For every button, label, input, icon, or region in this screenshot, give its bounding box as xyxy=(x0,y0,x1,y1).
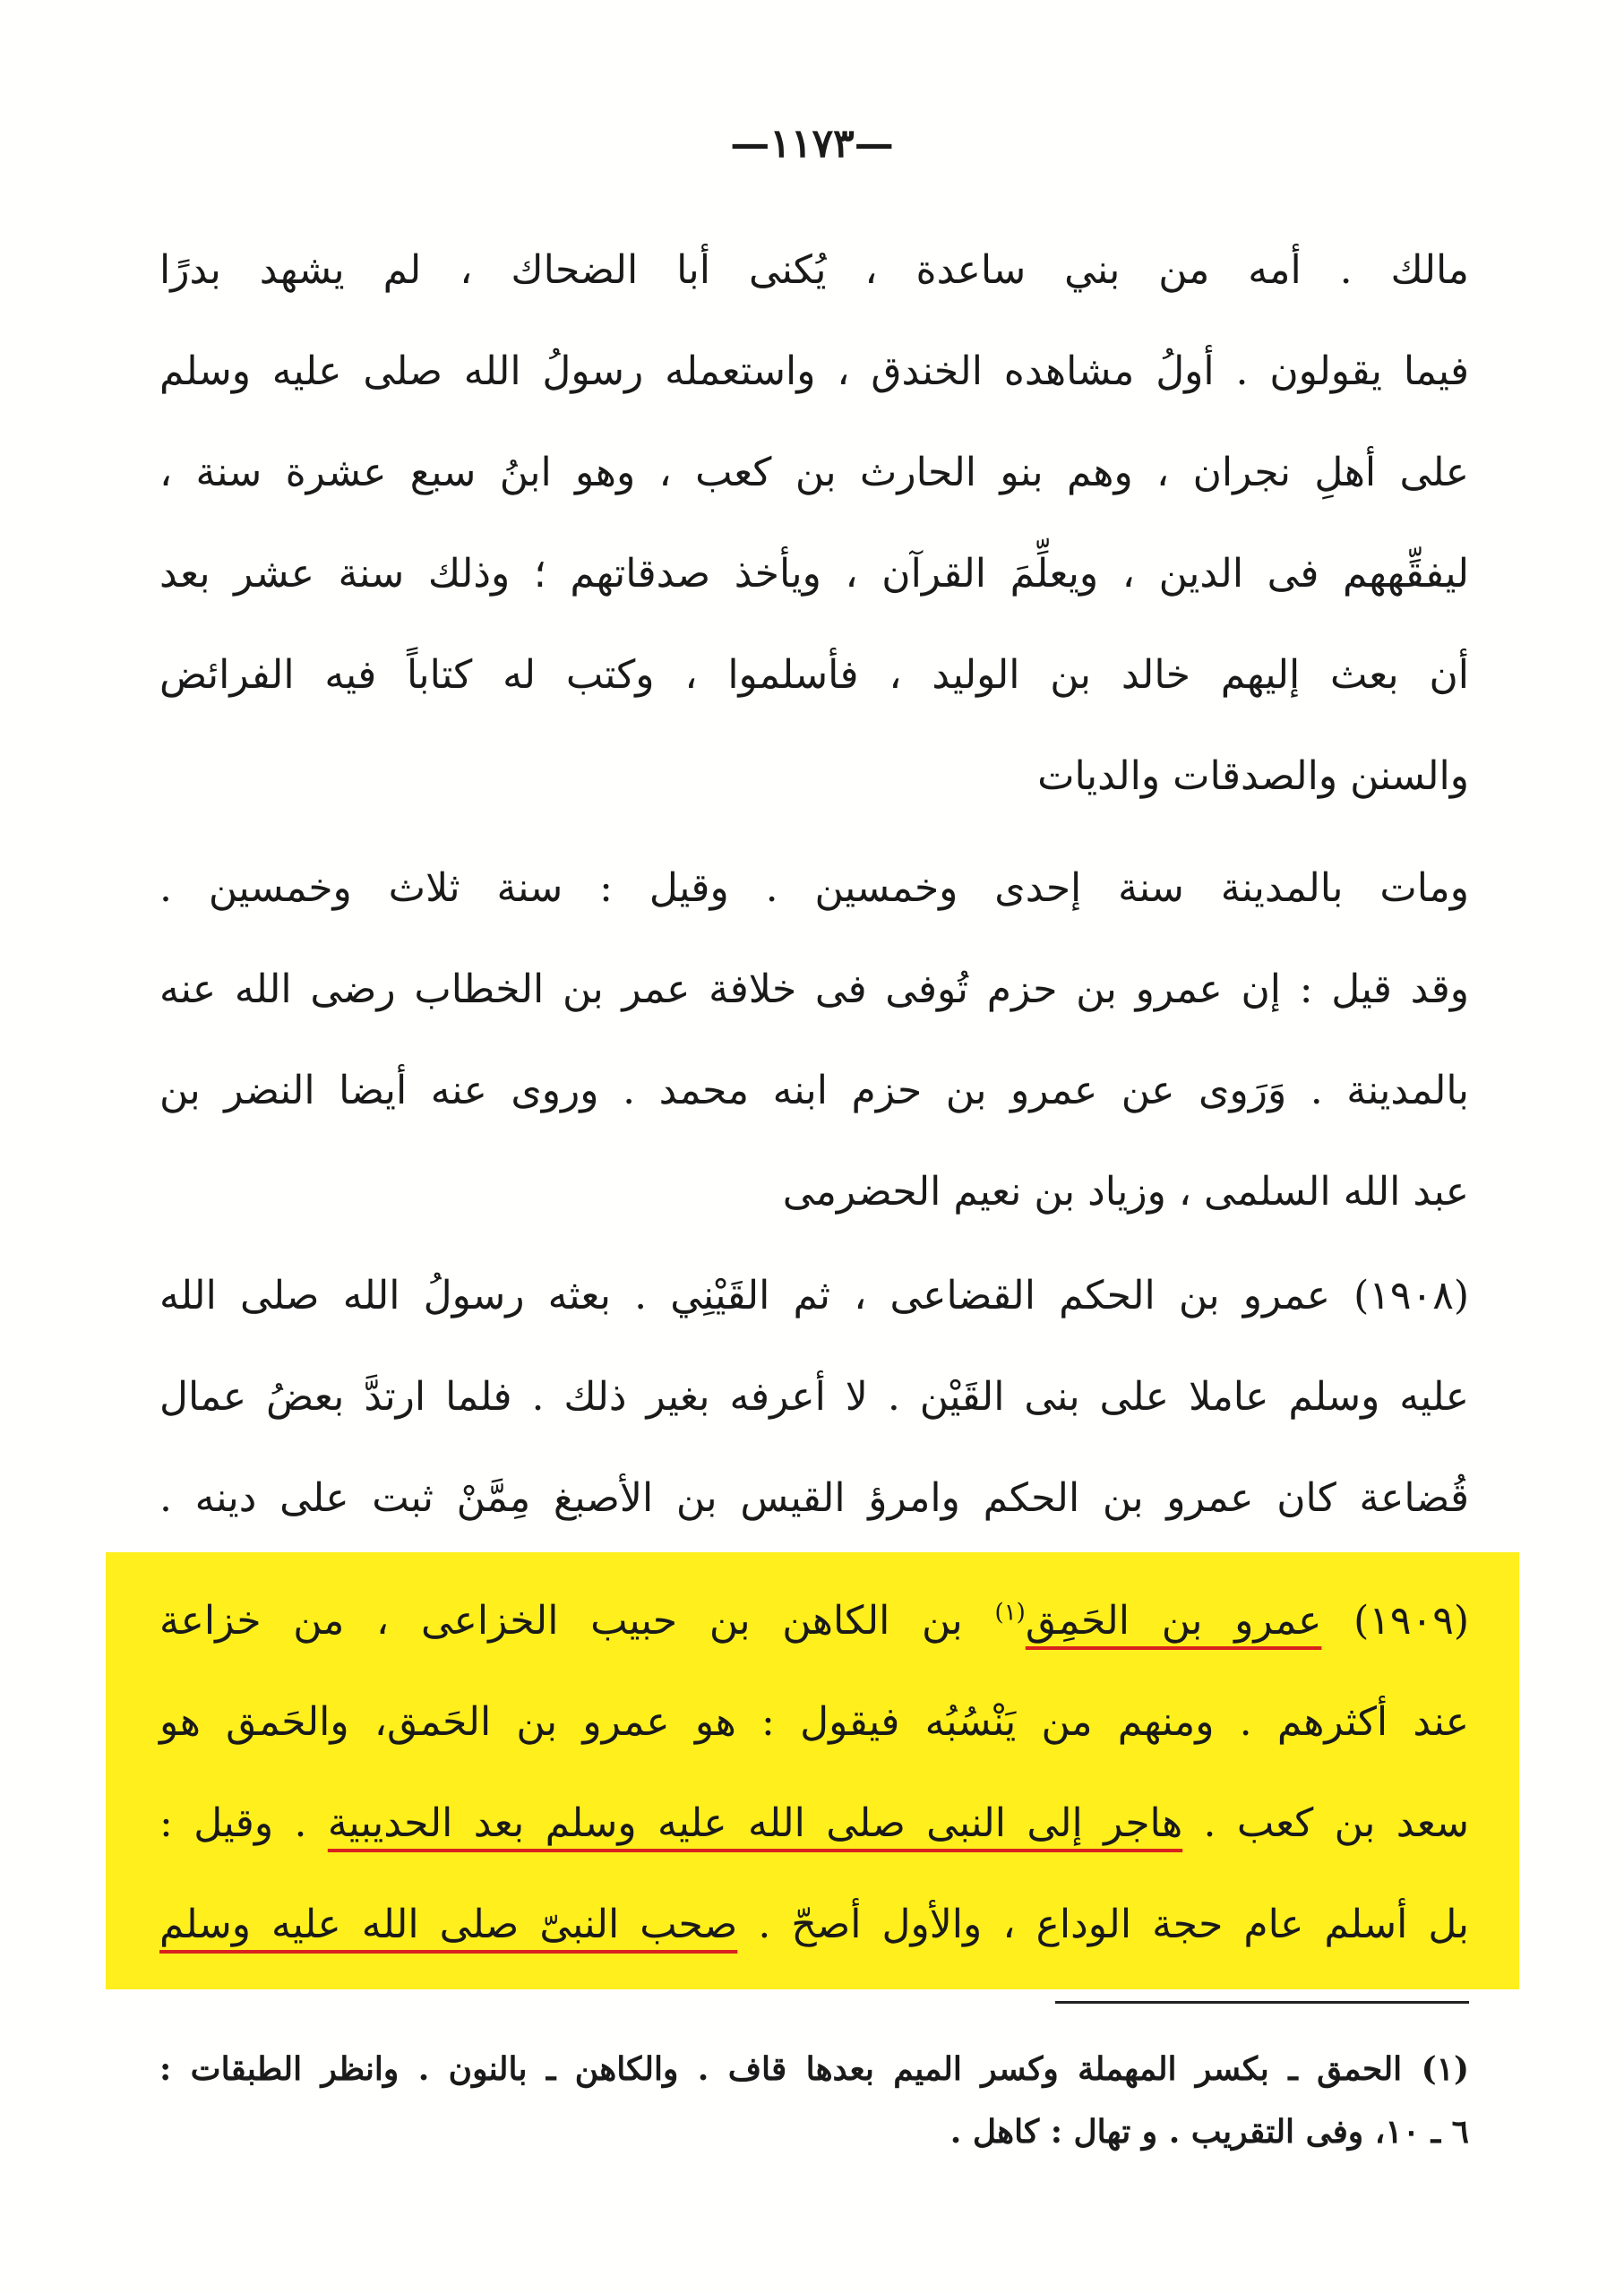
footnote-line: ٦ ـ ١٠، وفى التقريب . و تهال : كاهل . xyxy=(949,2113,1469,2151)
text-segment: . وقيل : xyxy=(159,1800,307,1846)
text-line: عند أكثرهم . ومنهم من يَنْسُبُه فيقول : هو عمرو بن الحَمق، والحَمق هو xyxy=(159,1699,1469,1745)
text-line xyxy=(159,1773,1469,1874)
text-line: وقد قيل : إن عمرو بن حزم تُوفى فى خلافة عمر بن الخطاب رضى الله عنه xyxy=(159,966,1469,1012)
underlined-hijra-statement: هاجر إلى النبى صلى الله عليه وسلم بعد الحديبية xyxy=(327,1800,1183,1846)
text-line: (١٩٠٨) عمرو بن الحكم القضاعى ، ثم القَيْنِي . بعثه رسولُ الله صلى الله xyxy=(159,1273,1469,1318)
text-segment: سعد بن كعب . xyxy=(1203,1800,1469,1846)
page-number: —١١٧٣— xyxy=(730,121,894,167)
underlined-name: عمرو بن الحَمِق xyxy=(1025,1598,1322,1644)
text-line: فيما يقولون . أولُ مشاهده الخندق ، واستعمله رسولُ الله صلى عليه وسلم xyxy=(159,348,1469,394)
text-line: والسنن والصدقات والديات xyxy=(1037,753,1469,799)
text-line xyxy=(159,1874,1469,1975)
entry-number: (١٩٠٩) xyxy=(1353,1598,1469,1644)
text-segment: بن الكاهن بن حبيب الخزاعى ، من خزاعة xyxy=(159,1598,963,1644)
text-line: مالك . أمه من بني ساعدة ، يُكنى أبا الضحاك ، لم يشهد بدرًا xyxy=(159,247,1469,293)
paragraph-1 xyxy=(159,219,1469,827)
footnote-reference: (١) xyxy=(994,1599,1026,1627)
text-line: عبد الله السلمى ، وزياد بن نعيم الحضرمى xyxy=(782,1169,1469,1215)
text-line: ليفقِّههم فى الدين ، ويعلِّمَ القرآن ، ويأخذ صدقاتهم ؛ وذلك سنة عشر بعد xyxy=(159,551,1469,597)
text-line: قُضاعة كان عمرو بن الحكم وامرؤ القيس بن الأصبغ مِمَّنْ ثبت على دينه . xyxy=(159,1475,1469,1521)
text-line: أن بعث إليهم خالد بن الوليد ، فأسلموا ، وكتب له كتاباً فيه الفرائض xyxy=(159,652,1469,698)
footnote-divider xyxy=(1055,2001,1469,2004)
text-line: على أهلِ نجران ، وهم بنو الحارث بن كعب ، وهو ابنُ سبع عشرة سنة ، xyxy=(159,450,1469,495)
text-line: ومات بالمدينة سنة إحدى وخمسين . وقيل : سنة ثلاث وخمسين . xyxy=(159,865,1469,911)
paragraph-2 xyxy=(159,837,1469,1242)
entry-1909 xyxy=(159,1570,1469,1975)
footnote xyxy=(159,2038,1469,2163)
text-segment: بل أسلم عام حجة الوداع ، والأول أصحّ . xyxy=(758,1902,1469,1947)
footnote-line: (١) الحمق ـ بكسر المهملة وكسر الميم بعدها قاف . والكاهن ـ بالنون . وانظر الطبقات : xyxy=(159,2050,1469,2088)
entry-1908 xyxy=(159,1245,1469,1549)
underlined-companionship-statement: صحب النبىّ صلى الله عليه وسلم xyxy=(159,1902,738,1947)
text-line: عليه وسلم عاملا على بنى القَيْن . لا أعرفه بغير ذلك . فلما ارتدَّ بعضُ عمال xyxy=(159,1374,1469,1420)
text-line xyxy=(159,1570,1469,1671)
text-line: بالمدينة . وَرَوى عن عمرو بن حزم ابنه محمد . وروى عنه أيضا النضر بن xyxy=(159,1068,1469,1113)
